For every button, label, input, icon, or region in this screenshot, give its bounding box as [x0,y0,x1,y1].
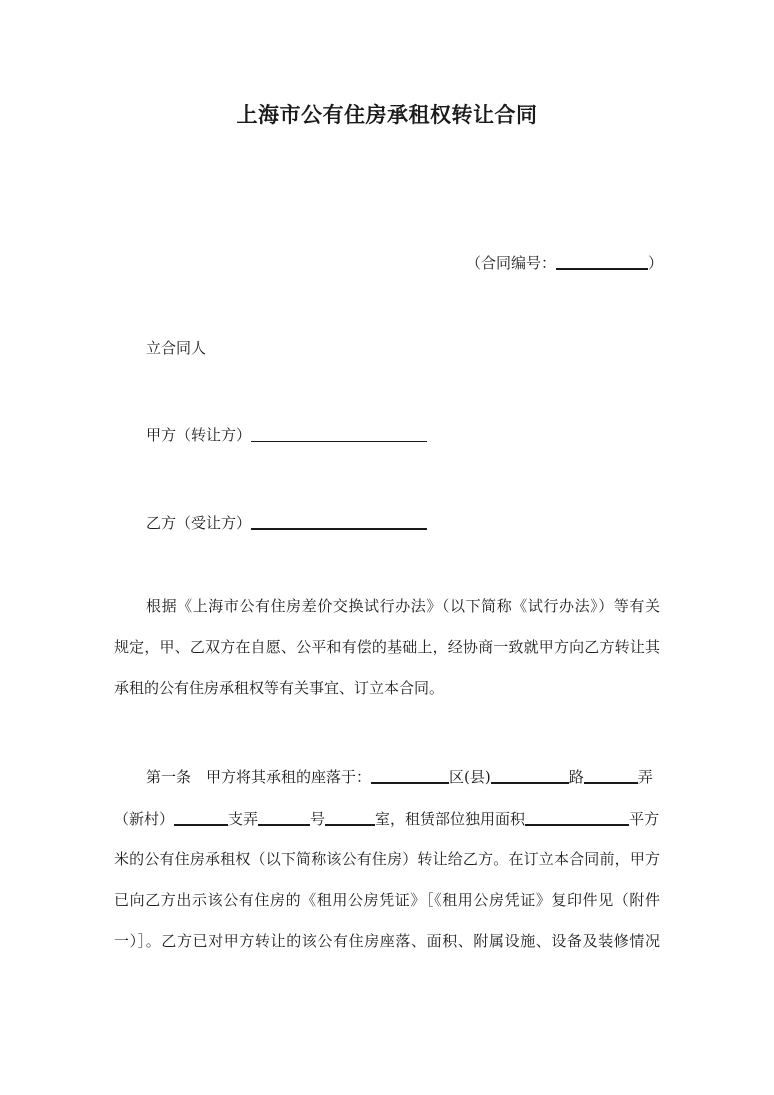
party-b-blank[interactable] [251,512,427,530]
document-title: 上海市公有住房承租权转让合同 [236,103,538,127]
preamble-line: 规定，甲、乙双方在自愿、公平和有偿的基础上，经协商一致就甲方向乙方转让其 [114,638,660,656]
contract-number-line [466,250,663,275]
article1-line2 [114,806,660,831]
sqm-label: 平方 [629,810,660,828]
party-a-blank[interactable] [251,425,427,442]
branch-lane-blank[interactable] [258,808,310,826]
number-blank[interactable] [325,808,375,826]
district-blank[interactable] [371,766,449,784]
district-label: 区(县) [449,768,491,786]
parties-heading: 立合同人 [146,339,207,357]
party-b-label: 乙方（受让方） [146,514,252,532]
lane-label: 弄 [637,768,653,786]
preamble-paragraph [114,586,660,709]
article1-line: 一）］。乙方已对甲方转让的该公有住房座落、面积、附属设施、设备及装修情况 [114,932,660,950]
road-label: 路 [568,768,584,786]
party-a-line [146,423,427,447]
article1-line: 已向乙方出示该公有住房的《租用公房凭证》［《租用公房凭证》复印件见（附件 [114,891,660,909]
contract-number-close: ） [648,254,664,272]
contract-number-label: （合同编号： [466,254,557,272]
article1-line: 米的公有住房承租权（以下简称该公有住房）转让给乙方。在订立本合同前，甲方 [114,850,660,868]
contract-number-blank[interactable] [556,252,648,270]
number-label: 号 [310,810,326,828]
branch-lane-label: 支弄 [228,810,259,828]
room-label: 室，租赁部位独用面积 [375,810,526,828]
preamble-line: 根据《上海市公有住房差价交换试行办法》（以下简称《试行办法》）等有关 [146,597,660,615]
preamble-line: 承租的公有住房承租权等有关事宜、订立本合同。 [114,679,445,697]
new-village-blank[interactable] [174,808,228,826]
lane-blank[interactable] [584,766,638,784]
article1-lead: 第一条 甲方将其承租的座落于： [146,768,372,786]
road-blank[interactable] [491,766,569,784]
article1-line1 [146,764,660,789]
party-a-label: 甲方（转让方） [146,426,252,444]
area-blank[interactable] [525,808,629,826]
party-b-line [146,510,427,535]
article1-paragraph [114,839,660,962]
new-village-label: （新村） [114,810,175,828]
